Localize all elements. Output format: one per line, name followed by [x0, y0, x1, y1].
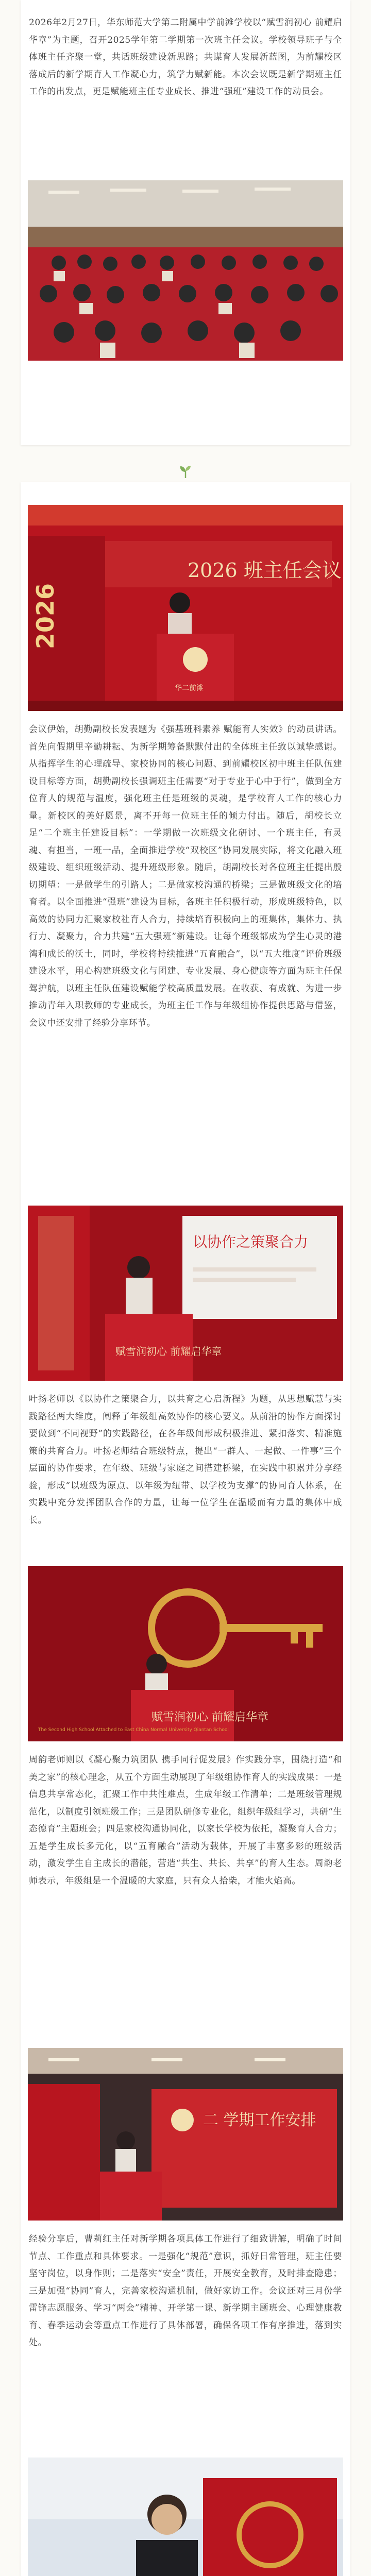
slide-title-2: 二 学期工作安排	[203, 2111, 316, 2129]
arrangement-paragraph: 经验分享后，曹莉红主任对新学期各项具体工作进行了细致讲解，明确了时间节点、工作重点和具体要求。一是强化“规范”意识，抓好日常管理，班主任要坚守岗位，以身作则；二是落实“安全”责任，开展安全教育，及时排查隐患；三是加强“协同”育人，完善家校沟通机制，做好家访工作。会议还对三月份学雷锋志愿服务、学习“两会”精神、开学第一课、新学期主题班会、心理健康教育、春季运动会等重点工作进行了具体部署，确保各项工作有序推进，落到实处。	[29, 2234, 342, 2348]
audience-image	[28, 180, 343, 361]
svg-text:2026: 2026	[31, 583, 59, 649]
sharing1-paragraph: 叶扬老师以《以协作之策聚合力，以共育之心启新程》为题，从思想赋慧与实践路径两大维度，阐释了年级组高效协作的核心要义。从前沿的协作方面探讨要做到“不同视野”的实践路径，在各年级间形成积极推进、紧扣落实、精准施策的共育合力。叶扬老师结合班级特点，提出“一群人、一起做、一件事”三个层面的协作要求，在年级、班级与家庭之间搭建桥梁，在实践中积累并分享经验，形成“以班级为原点、以年级为纽带、以学校为支撑”的协同育人体系，在实践中充分发挥团队合作的力量，让每一位学生在温暖而有力量的集体中成长。	[29, 1394, 342, 1526]
photo-sharing-speaker	[28, 1206, 343, 1381]
photo-key-emblem	[28, 1566, 343, 1741]
meeting-paragraph: 会议伊始，胡勤副校长发表题为《强基班科素养 赋能育人实效》的动员讲话。首先向假期里辛勤耕耘、为新学期筹备默默付出的全体班主任致以诚挚感谢。从指挥学生的心理疏导、家校协同的核心问题、到前耀校区初中班主任队伍建设目标等方面，胡勤副校长强调班主任需要“对于专业于心中于行”，做到全方位育人的规范与温度，强化班主任是班级的灵魂，是学校育人工作的核心力量。新校区的美好愿景，离不开每一位班主任的倾力付出。随后，胡校长立足“二个班主任建设目标”：一学期做一次班级文化研讨、一个班主任，有灵魂、有担当，一班一品，全面推进学校“双校区”协同发展实际，将文化融入班级建设、组织班级活动、提升班级形象。随后，胡副校长对各位班主任提出殷切期望：一是做学生的引路人；二是做家校沟通的桥梁；三是做班级文化的培育者。以全面推进“强班”建设为目标，各班主任积极行动，形成班级特色，以高效的协同力汇聚家校社育人合力，持续培育积极向上的班集体，集体力、执行力、凝聚力，合力共建“五大强班”新建设。让每个班级都成为学生心灵的港湾和成长的沃土，同时，学校将持续推进“五育融合”，以“五大维度”评价班级建设水平，用心构建班级文化与团建、专业发展、身心健康等方面为班主任保驾护航，以班主任队伍建设赋能学校高质量发展。在收获、有成就、为进一步推动青年入职教师的专业成长，为班主任工作与年级组协作提供思路与借鉴，会议中还安排了经验分享环节。	[29, 724, 342, 1028]
stage-slogan-2: 赋雪润初心 前耀启华章	[151, 1711, 268, 1724]
photo-auditorium-audience	[28, 180, 343, 361]
stage-slogan: 赋雪润初心 前耀启华章	[115, 1345, 222, 1358]
photo-podium-speaker	[28, 505, 343, 711]
banner-text: 2026 班主任会议	[188, 559, 342, 582]
podium-logo-text: 华二前滩	[175, 684, 204, 692]
sprout-icon	[178, 464, 193, 479]
photo-work-arrangement	[28, 2048, 343, 2221]
sharing2-paragraph: 周韵老师则以《凝心聚力筑团队 携手同行促发展》作实践分享，围绕打造“和美之家”的核心理念，从五个方面生动展现了年级组协作育人的实践成果：一是信息共享常态化，汇聚工作中共性难点，生成年级工作清单；二是班级管理规范化，以制度引领班级工作；三是团队研修专业化，组织年级组学习，共研“生态德育”主题班会；四是家校沟通协同化，以家长学校为依托，凝聚育人合力；五是学生成长多元化，以“五育融合”活动为载体，开展了丰富多彩的班级活动，激发学生自主成长的潜能，营造“共生、共长、共享”的育人生态。周韵老师表示，年级组是一个温暖的大家庭，只有众人拾柴，才能火焰高。	[29, 1755, 342, 1886]
school-name-en: The Second High School Attached to East China Normal University Qiantan School	[38, 1727, 229, 1733]
photo-closing-speaker	[28, 2458, 343, 2576]
intro-paragraph: 2026年2月27日，华东师范大学第二附属中学前滩学校以“赋雪润初心 前耀启华章”为主题，召开2025学年第二学期第一次班主任会议。学校领导班子与全体班主任齐聚一堂，共话班级建设新思路；共谋育人发展新蓝图，为前耀校区落成后的新学期育人工作凝心力，筑学力赋新能。本次会议既是新学期班主任工作的出发点，更是赋能班主任专业成长、推进“强班”建设工作的动员会。	[29, 18, 342, 97]
slide-title-1: 以协作之策聚合力	[193, 1233, 309, 1250]
